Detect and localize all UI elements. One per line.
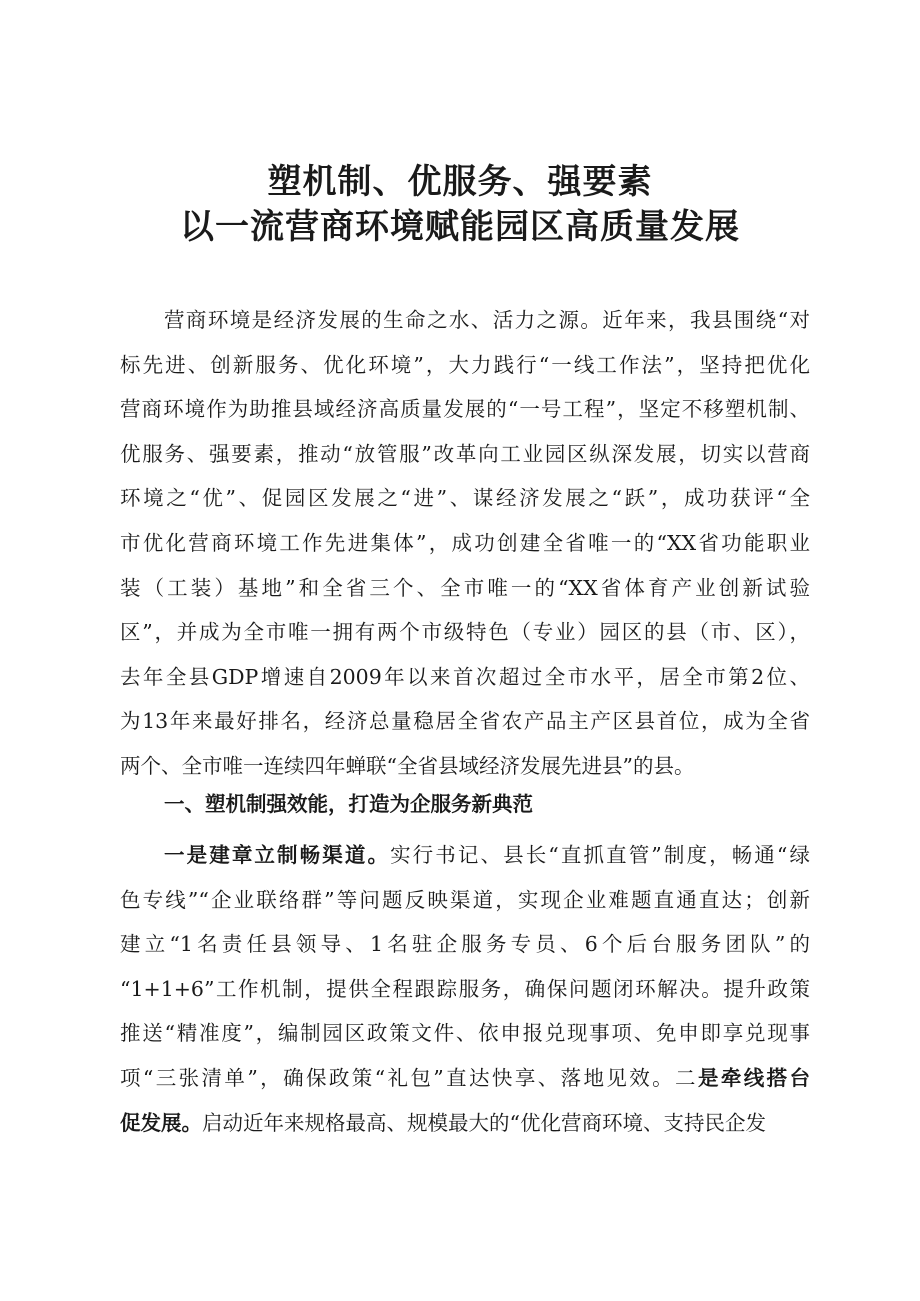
intro-paragraph	[120, 298, 810, 789]
paragraph-line: 优服务、强要素，推动“放管服”改革向工业园区纵深发展，切实以营商	[120, 441, 810, 466]
paragraph-line: 两个、全市唯一连续四年蝉联“全省县域经济发展先进县”的县。	[120, 753, 695, 778]
document-title-line-2: 以一流营商环境赋能园区高质量发展	[180, 207, 740, 247]
paragraph-line	[120, 1101, 810, 1146]
bold-lead-phrase: 一是建章立制畅渠道。	[164, 843, 391, 867]
paragraph-line: 去年全县GDP增速自2009年以来首次超过全市水平，居全市第2位、	[120, 664, 810, 689]
section-paragraph	[120, 833, 810, 1145]
paragraph-line: 市优化营商环境工作先进集体”，成功创建全省唯一的“XX省功能职业	[120, 530, 810, 555]
section-heading: 一、塑机制强效能，打造为企服务新典范	[164, 792, 533, 816]
paragraph-line: 建立“1名责任县领导、1名驻企服务专员、6个后台服务团队”的	[120, 932, 810, 957]
paragraph-line	[120, 833, 810, 878]
paragraph-line: 色专线”“企业联络群”等问题反映渠道，实现企业难题直通直达；创新	[120, 887, 810, 912]
document-title-line-1: 塑机制、优服务、强要素	[267, 162, 653, 202]
bold-lead-phrase: 促发展。	[120, 1110, 202, 1135]
paragraph-line: 区”，并成为全市唯一拥有两个市级特色（专业）园区的县（市、区），	[120, 620, 810, 645]
paragraph-line: 标先进、创新服务、优化环境”，大力践行“一线工作法”，坚持把优化	[120, 352, 810, 377]
paragraph-text: 项“三张清单”，确保政策“礼包”直达快享、落地见效。二	[120, 1065, 698, 1090]
paragraph-line: 为13年来最好排名，经济总量稳居全省农产品主产区县首位，成为全省	[120, 709, 810, 734]
paragraph-line: 装（工装）基地”和全省三个、全市唯一的“XX省体育产业创新试验	[120, 575, 810, 600]
paragraph-line: 推送“精准度”，编制园区政策文件、依申报兑现事项、免申即享兑现事	[120, 1021, 810, 1046]
paragraph-text: 启动近年来规格最高、规模最大的“优化营商环境、支持民企发	[202, 1110, 766, 1135]
paragraph-line: “1+1+6”工作机制，提供全程跟踪服务，确保问题闭环解决。提升政策	[120, 976, 810, 1001]
paragraph-line: 环境之“优”、促园区发展之“进”、谋经济发展之“跃”，成功获评“全	[120, 486, 810, 511]
paragraph-line: 营商环境是经济发展的生命之水、活力之源。近年来，我县围绕“对	[164, 308, 810, 332]
paragraph-line	[120, 1056, 810, 1101]
bold-lead-phrase: 是牵线搭台	[697, 1065, 811, 1090]
paragraph-line: 营商环境作为助推县域经济高质量发展的“一号工程”，坚定不移塑机制、	[120, 397, 810, 422]
paragraph-text: 实行书记、县长“直抓直管”制度，畅通“绿	[390, 843, 810, 867]
